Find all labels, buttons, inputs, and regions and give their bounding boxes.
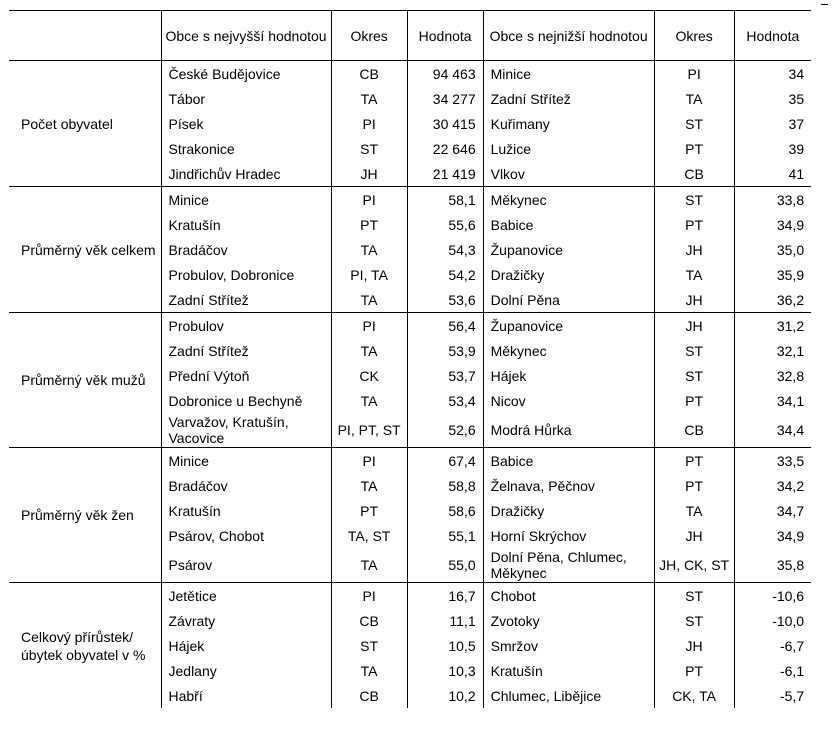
highest-value: 52,6 xyxy=(407,413,483,448)
lowest-municipality: Chobot xyxy=(483,583,654,609)
highest-value: 58,6 xyxy=(407,498,483,523)
highest-okres: TA xyxy=(331,473,407,498)
lowest-value: 33,5 xyxy=(734,448,811,474)
highest-okres: ST xyxy=(331,633,407,658)
lowest-municipality: Dolní Pěna, Chlumec, Měkynec xyxy=(483,548,654,583)
highest-okres: TA xyxy=(331,287,407,313)
lowest-value: 37 xyxy=(734,111,811,136)
highest-value: 53,4 xyxy=(407,388,483,413)
table-row xyxy=(9,583,811,609)
highest-okres: PI, TA xyxy=(331,262,407,287)
highest-value: 10,5 xyxy=(407,633,483,658)
lowest-value: 35,8 xyxy=(734,548,811,583)
highest-okres: CB xyxy=(331,61,407,87)
highest-okres: TA xyxy=(331,86,407,111)
highest-municipality: Probulov xyxy=(161,313,331,339)
lowest-municipality: Smržov xyxy=(483,633,654,658)
table-row xyxy=(9,448,811,474)
lowest-okres: PI xyxy=(654,61,734,87)
highest-municipality: Závraty xyxy=(161,608,331,633)
lowest-value: 41 xyxy=(734,161,811,187)
lowest-okres: ST xyxy=(654,111,734,136)
highest-value: 34 277 xyxy=(407,86,483,111)
highest-value: 11,1 xyxy=(407,608,483,633)
highest-municipality: Kratušín xyxy=(161,212,331,237)
highest-okres: ST xyxy=(331,136,407,161)
lowest-value: -10,6 xyxy=(734,583,811,609)
lowest-value: 39 xyxy=(734,136,811,161)
lowest-okres: ST xyxy=(654,363,734,388)
lowest-okres: PT xyxy=(654,388,734,413)
lowest-okres: PT xyxy=(654,448,734,474)
highest-value: 53,7 xyxy=(407,363,483,388)
lowest-okres: TA xyxy=(654,498,734,523)
lowest-value: 35,0 xyxy=(734,237,811,262)
header-highest: Obce s nejvyšší hodnotou xyxy=(161,11,331,61)
lowest-value: -6,1 xyxy=(734,658,811,683)
highest-okres: CB xyxy=(331,683,407,708)
lowest-value: 34,2 xyxy=(734,473,811,498)
highest-municipality: Kratušín xyxy=(161,498,331,523)
highest-okres: PI xyxy=(331,583,407,609)
highest-okres: JH xyxy=(331,161,407,187)
lowest-value: 35,9 xyxy=(734,262,811,287)
table-group xyxy=(9,448,811,583)
highest-okres: PI xyxy=(331,448,407,474)
highest-okres: PI, PT, ST xyxy=(331,413,407,448)
header-value-highest: Hodnota xyxy=(407,11,483,61)
highest-value: 10,3 xyxy=(407,658,483,683)
lowest-value: 33,8 xyxy=(734,187,811,213)
highest-municipality: Zadní Střítež xyxy=(161,287,331,313)
highest-municipality: Bradáčov xyxy=(161,473,331,498)
lowest-value: 32,1 xyxy=(734,338,811,363)
lowest-municipality: Dražičky xyxy=(483,262,654,287)
statistics-table xyxy=(9,10,811,708)
table-group xyxy=(9,313,811,448)
highest-municipality: Psárov xyxy=(161,548,331,583)
highest-value: 22 646 xyxy=(407,136,483,161)
lowest-municipality: Měkynec xyxy=(483,187,654,213)
highest-value: 30 415 xyxy=(407,111,483,136)
lowest-value: 34,9 xyxy=(734,212,811,237)
lowest-municipality: Želnava, Pěčnov xyxy=(483,473,654,498)
table-header xyxy=(9,11,811,61)
highest-value: 56,4 xyxy=(407,313,483,339)
lowest-municipality: Županovice xyxy=(483,313,654,339)
lowest-municipality: Modrá Hůrka xyxy=(483,413,654,448)
lowest-value: 34,7 xyxy=(734,498,811,523)
highest-okres: PI xyxy=(331,313,407,339)
highest-value: 58,1 xyxy=(407,187,483,213)
highest-municipality: Tábor xyxy=(161,86,331,111)
header-okres-lowest: Okres xyxy=(654,11,734,61)
lowest-municipality: Měkynec xyxy=(483,338,654,363)
lowest-value: 32,8 xyxy=(734,363,811,388)
highest-value: 21 419 xyxy=(407,161,483,187)
lowest-municipality: Zvotoky xyxy=(483,608,654,633)
lowest-okres: CK, TA xyxy=(654,683,734,708)
lowest-okres: ST xyxy=(654,583,734,609)
highest-municipality: Bradáčov xyxy=(161,237,331,262)
lowest-municipality: Horní Skrýchov xyxy=(483,523,654,548)
lowest-okres: JH xyxy=(654,633,734,658)
table-group xyxy=(9,61,811,187)
lowest-okres: ST xyxy=(654,187,734,213)
lowest-okres: CB xyxy=(654,413,734,448)
table-row xyxy=(9,61,811,87)
lowest-municipality: Lužice xyxy=(483,136,654,161)
lowest-okres: PT xyxy=(654,212,734,237)
highest-value: 55,1 xyxy=(407,523,483,548)
highest-value: 53,6 xyxy=(407,287,483,313)
category-label: Průměrný věk žen xyxy=(21,507,134,523)
highest-municipality: Hájek xyxy=(161,633,331,658)
category-label: Celkový přírůstek/ úbytek obyvatel v % xyxy=(21,628,146,663)
lowest-municipality: Chlumec, Libějice xyxy=(483,683,654,708)
lowest-value: -10,0 xyxy=(734,608,811,633)
highest-value: 55,0 xyxy=(407,548,483,583)
highest-municipality: Varvažov, Kratušín, Vacovice xyxy=(161,413,331,448)
highest-value: 54,2 xyxy=(407,262,483,287)
lowest-municipality: Dražičky xyxy=(483,498,654,523)
lowest-value: 36,2 xyxy=(734,287,811,313)
category-label: Průměrný věk mužů xyxy=(21,372,146,388)
highest-okres: PI xyxy=(331,187,407,213)
lowest-value: -5,7 xyxy=(734,683,811,708)
highest-municipality: Přední Výtoň xyxy=(161,363,331,388)
highest-okres: PI xyxy=(331,111,407,136)
highest-municipality: Jindřichův Hradec xyxy=(161,161,331,187)
highest-municipality: České Budějovice xyxy=(161,61,331,87)
lowest-okres: PT xyxy=(654,473,734,498)
lowest-municipality: Zadní Střítež xyxy=(483,86,654,111)
lowest-okres: ST xyxy=(654,608,734,633)
lowest-okres: TA xyxy=(654,262,734,287)
highest-value: 10,2 xyxy=(407,683,483,708)
lowest-okres: PT xyxy=(654,658,734,683)
header-value-lowest: Hodnota xyxy=(734,11,811,61)
lowest-municipality: Kuřimany xyxy=(483,111,654,136)
highest-municipality: Písek xyxy=(161,111,331,136)
table-group xyxy=(9,187,811,313)
highest-municipality: Zadní Střítež xyxy=(161,338,331,363)
lowest-municipality: Babice xyxy=(483,448,654,474)
highest-value: 94 463 xyxy=(407,61,483,87)
lowest-municipality: Vlkov xyxy=(483,161,654,187)
highest-municipality: Habří xyxy=(161,683,331,708)
highest-okres: TA, ST xyxy=(331,523,407,548)
highest-okres: TA xyxy=(331,548,407,583)
lowest-okres: JH xyxy=(654,523,734,548)
corner-tick xyxy=(821,4,828,5)
header-lowest: Obce s nejnižší hodnotou xyxy=(483,11,654,61)
lowest-value: 34 xyxy=(734,61,811,87)
lowest-value: -6,7 xyxy=(734,633,811,658)
lowest-value: 34,9 xyxy=(734,523,811,548)
highest-okres: PT xyxy=(331,498,407,523)
lowest-value: 34,4 xyxy=(734,413,811,448)
lowest-municipality: Županovice xyxy=(483,237,654,262)
lowest-municipality: Babice xyxy=(483,212,654,237)
highest-okres: CK xyxy=(331,363,407,388)
lowest-okres: JH xyxy=(654,287,734,313)
highest-value: 53,9 xyxy=(407,338,483,363)
highest-value: 54,3 xyxy=(407,237,483,262)
highest-okres: TA xyxy=(331,338,407,363)
category-label: Průměrný věk celkem xyxy=(21,241,156,258)
lowest-municipality: Nicov xyxy=(483,388,654,413)
highest-okres: PT xyxy=(331,212,407,237)
highest-okres: CB xyxy=(331,608,407,633)
header-category xyxy=(9,11,161,61)
table-group xyxy=(9,583,811,709)
highest-municipality: Jetětice xyxy=(161,583,331,609)
highest-municipality: Minice xyxy=(161,187,331,213)
lowest-municipality: Dolní Pěna xyxy=(483,287,654,313)
highest-value: 16,7 xyxy=(407,583,483,609)
highest-municipality: Psárov, Chobot xyxy=(161,523,331,548)
lowest-okres: JH xyxy=(654,237,734,262)
category-label: Počet obyvatel xyxy=(21,115,113,132)
highest-okres: TA xyxy=(331,388,407,413)
highest-municipality: Jedlany xyxy=(161,658,331,683)
lowest-okres: PT xyxy=(654,136,734,161)
highest-municipality: Probulov, Dobronice xyxy=(161,262,331,287)
lowest-value: 34,1 xyxy=(734,388,811,413)
lowest-municipality: Kratušín xyxy=(483,658,654,683)
lowest-value: 35 xyxy=(734,86,811,111)
highest-value: 55,6 xyxy=(407,212,483,237)
lowest-municipality: Minice xyxy=(483,61,654,87)
table-row xyxy=(9,313,811,339)
lowest-okres: TA xyxy=(654,86,734,111)
highest-value: 67,4 xyxy=(407,448,483,474)
highest-municipality: Dobronice u Bechyně xyxy=(161,388,331,413)
lowest-municipality: Hájek xyxy=(483,363,654,388)
highest-municipality: Strakonice xyxy=(161,136,331,161)
highest-municipality: Minice xyxy=(161,448,331,474)
lowest-okres: JH xyxy=(654,313,734,339)
lowest-value: 31,2 xyxy=(734,313,811,339)
lowest-okres: CB xyxy=(654,161,734,187)
table-row xyxy=(9,187,811,213)
highest-value: 58,8 xyxy=(407,473,483,498)
highest-okres: TA xyxy=(331,237,407,262)
header-okres-highest: Okres xyxy=(331,11,407,61)
lowest-okres: ST xyxy=(654,338,734,363)
highest-okres: TA xyxy=(331,658,407,683)
lowest-okres: JH, CK, ST xyxy=(654,548,734,583)
